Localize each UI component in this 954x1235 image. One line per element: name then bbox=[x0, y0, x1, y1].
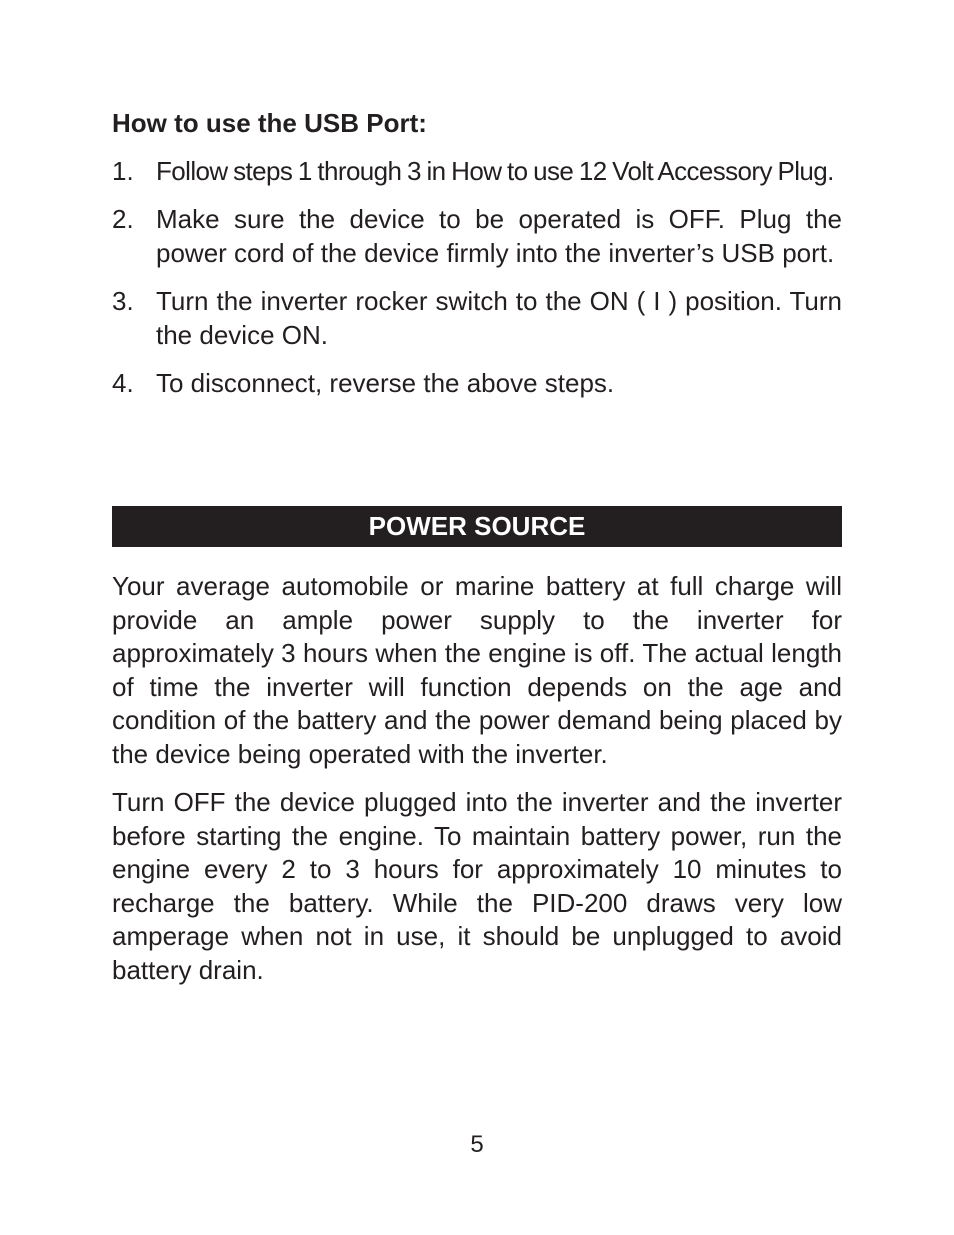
step-number: 3. bbox=[112, 286, 134, 316]
usb-port-heading: How to use the USB Port: bbox=[112, 108, 427, 138]
step-text: Follow steps 1 through 3 in How to use 12 Volt Accessory Plug. bbox=[156, 156, 834, 186]
step-number: 1. bbox=[112, 156, 134, 186]
step-text: To disconnect, reverse the above steps. bbox=[156, 368, 615, 398]
step-number: 4. bbox=[112, 368, 134, 398]
power-source-paragraph-2: Turn OFF the device plugged into the inverter and the inverter before starting the engine. To maintain battery power, run the engine every 2 to 3 hours for approximately 10 minutes to recharge the battery. While the PID-200 draws very low amperage when not in use, it should be unplugged to avoid battery drain. bbox=[112, 787, 842, 985]
usb-step-1 bbox=[112, 154, 842, 188]
usb-step-3 bbox=[112, 284, 842, 352]
usb-steps-list bbox=[112, 154, 842, 414]
usb-step-4 bbox=[112, 366, 842, 400]
step-text: Make sure the device to be operated is OFF. Plug the power cord of the device firmly into the inverter’s USB port. bbox=[156, 204, 842, 268]
power-source-title-bar: POWER SOURCE bbox=[112, 506, 842, 547]
step-number: 2. bbox=[112, 204, 134, 234]
power-source-paragraph-1: Your average automobile or marine battery at full charge will provide an ample power supply to the inverter for approximately 3 hours when the engine is off. The actual length of time the inverter will function depends on the age and condition of the battery and the power demand being placed by the device being operated with the inverter. bbox=[112, 571, 842, 769]
usb-step-2 bbox=[112, 202, 842, 270]
page-number: 5 bbox=[470, 1131, 484, 1158]
step-text: Turn the inverter rocker switch to the ON ( I ) position. Turn the device ON. bbox=[156, 286, 842, 350]
